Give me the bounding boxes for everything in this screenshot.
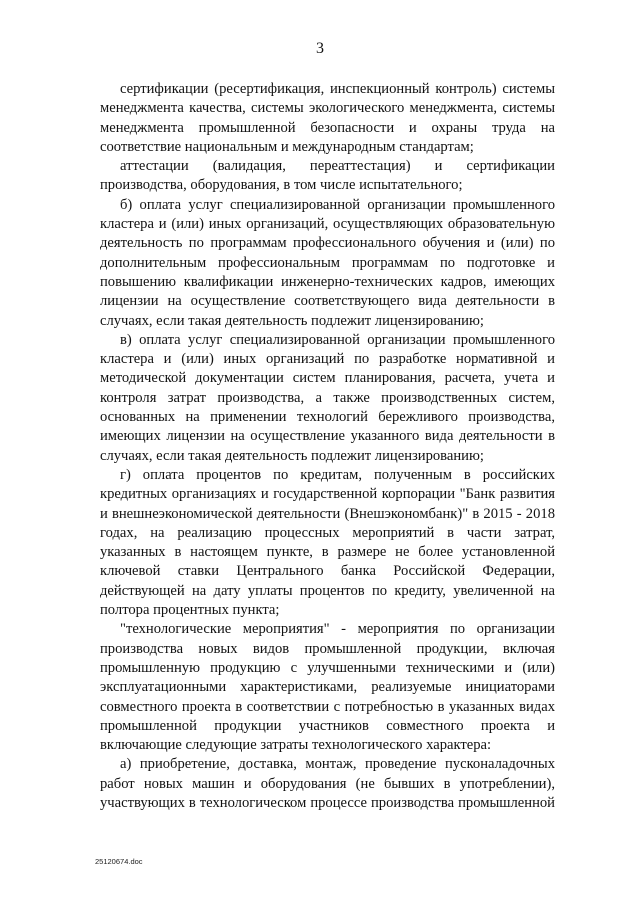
paragraph-v-documentation-services: в) оплата услуг специализированной организации промышленного кластера и (или) иных организаций по разработке нормативной и методической документации систем планирования, расчета, учета и контроля затрат производства, а также производственных систем, основанных на применении технологий бережливого производства, имеющих лицензии на осуществление указанного вида деятельности в случаях, если такая деятельность подлежит лицензированию; [100,331,555,464]
document-body [100,80,555,813]
paragraph-attestation: аттестации (валидация, переаттестация) и сертификации производства, оборудования, в том числе испытательного; [100,158,555,194]
page-number: 3 [316,40,324,57]
paragraph-g-loan-interest: г) оплата процентов по кредитам, полученным в российских кредитных организациях и государственной корпорации "Банк развития и внешнеэкономической деятельности (Внешэкономбанк)" в 2015 - 2018 годах, на реализацию процессных мероприятий в части затрат, указанных в настоящем пункте, в размере не более установленной ключевой ставки Центрального банка Российской Федерации, действующей на дату уплаты процентов по кредиту, увеличенной на полтора процентных пункта; [100,466,555,619]
paragraph-certification: сертификации (ресертификация, инспекционный контроль) системы менеджмента качества, системы экологического менеджмента, системы менеджмента промышленной безопасности и охраны труда на соответствие национальным и международным стандартам; [100,81,555,155]
file-name-footer: 25120674.doc [95,857,143,866]
paragraph-a-equipment-acquisition: а) приобретение, доставка, монтаж, проведение пусконаладочных работ новых машин и оборудования (не бывших в употреблении), участвующих в технологическом процессе производства промышленной [100,756,555,811]
paragraph-technological-measures: "технологические мероприятия" - мероприятия по организации производства новых видов промышленной продукции, включая промышленную продукцию с улучшенными техническими и (или) эксплуатационными характеристиками, реализуемые инициаторами совместного проекта в соответствии с потребностью в указанных видах промышленной продукции участников совместного проекта и включающие следующие затраты технологического характера: [100,621,555,754]
paragraph-b-education-services: б) оплата услуг специализированной организации промышленного кластера и (или) иных организаций, осуществляющих образовательную деятельность по программам профессионального обучения и (или) по дополнительным профессиональным программам по подготовке и повышению квалификации инженерно-технических кадров, имеющих лицензии на осуществление соответствующего вида деятельности в случаях, если такая деятельность подлежит лицензированию; [100,196,555,329]
